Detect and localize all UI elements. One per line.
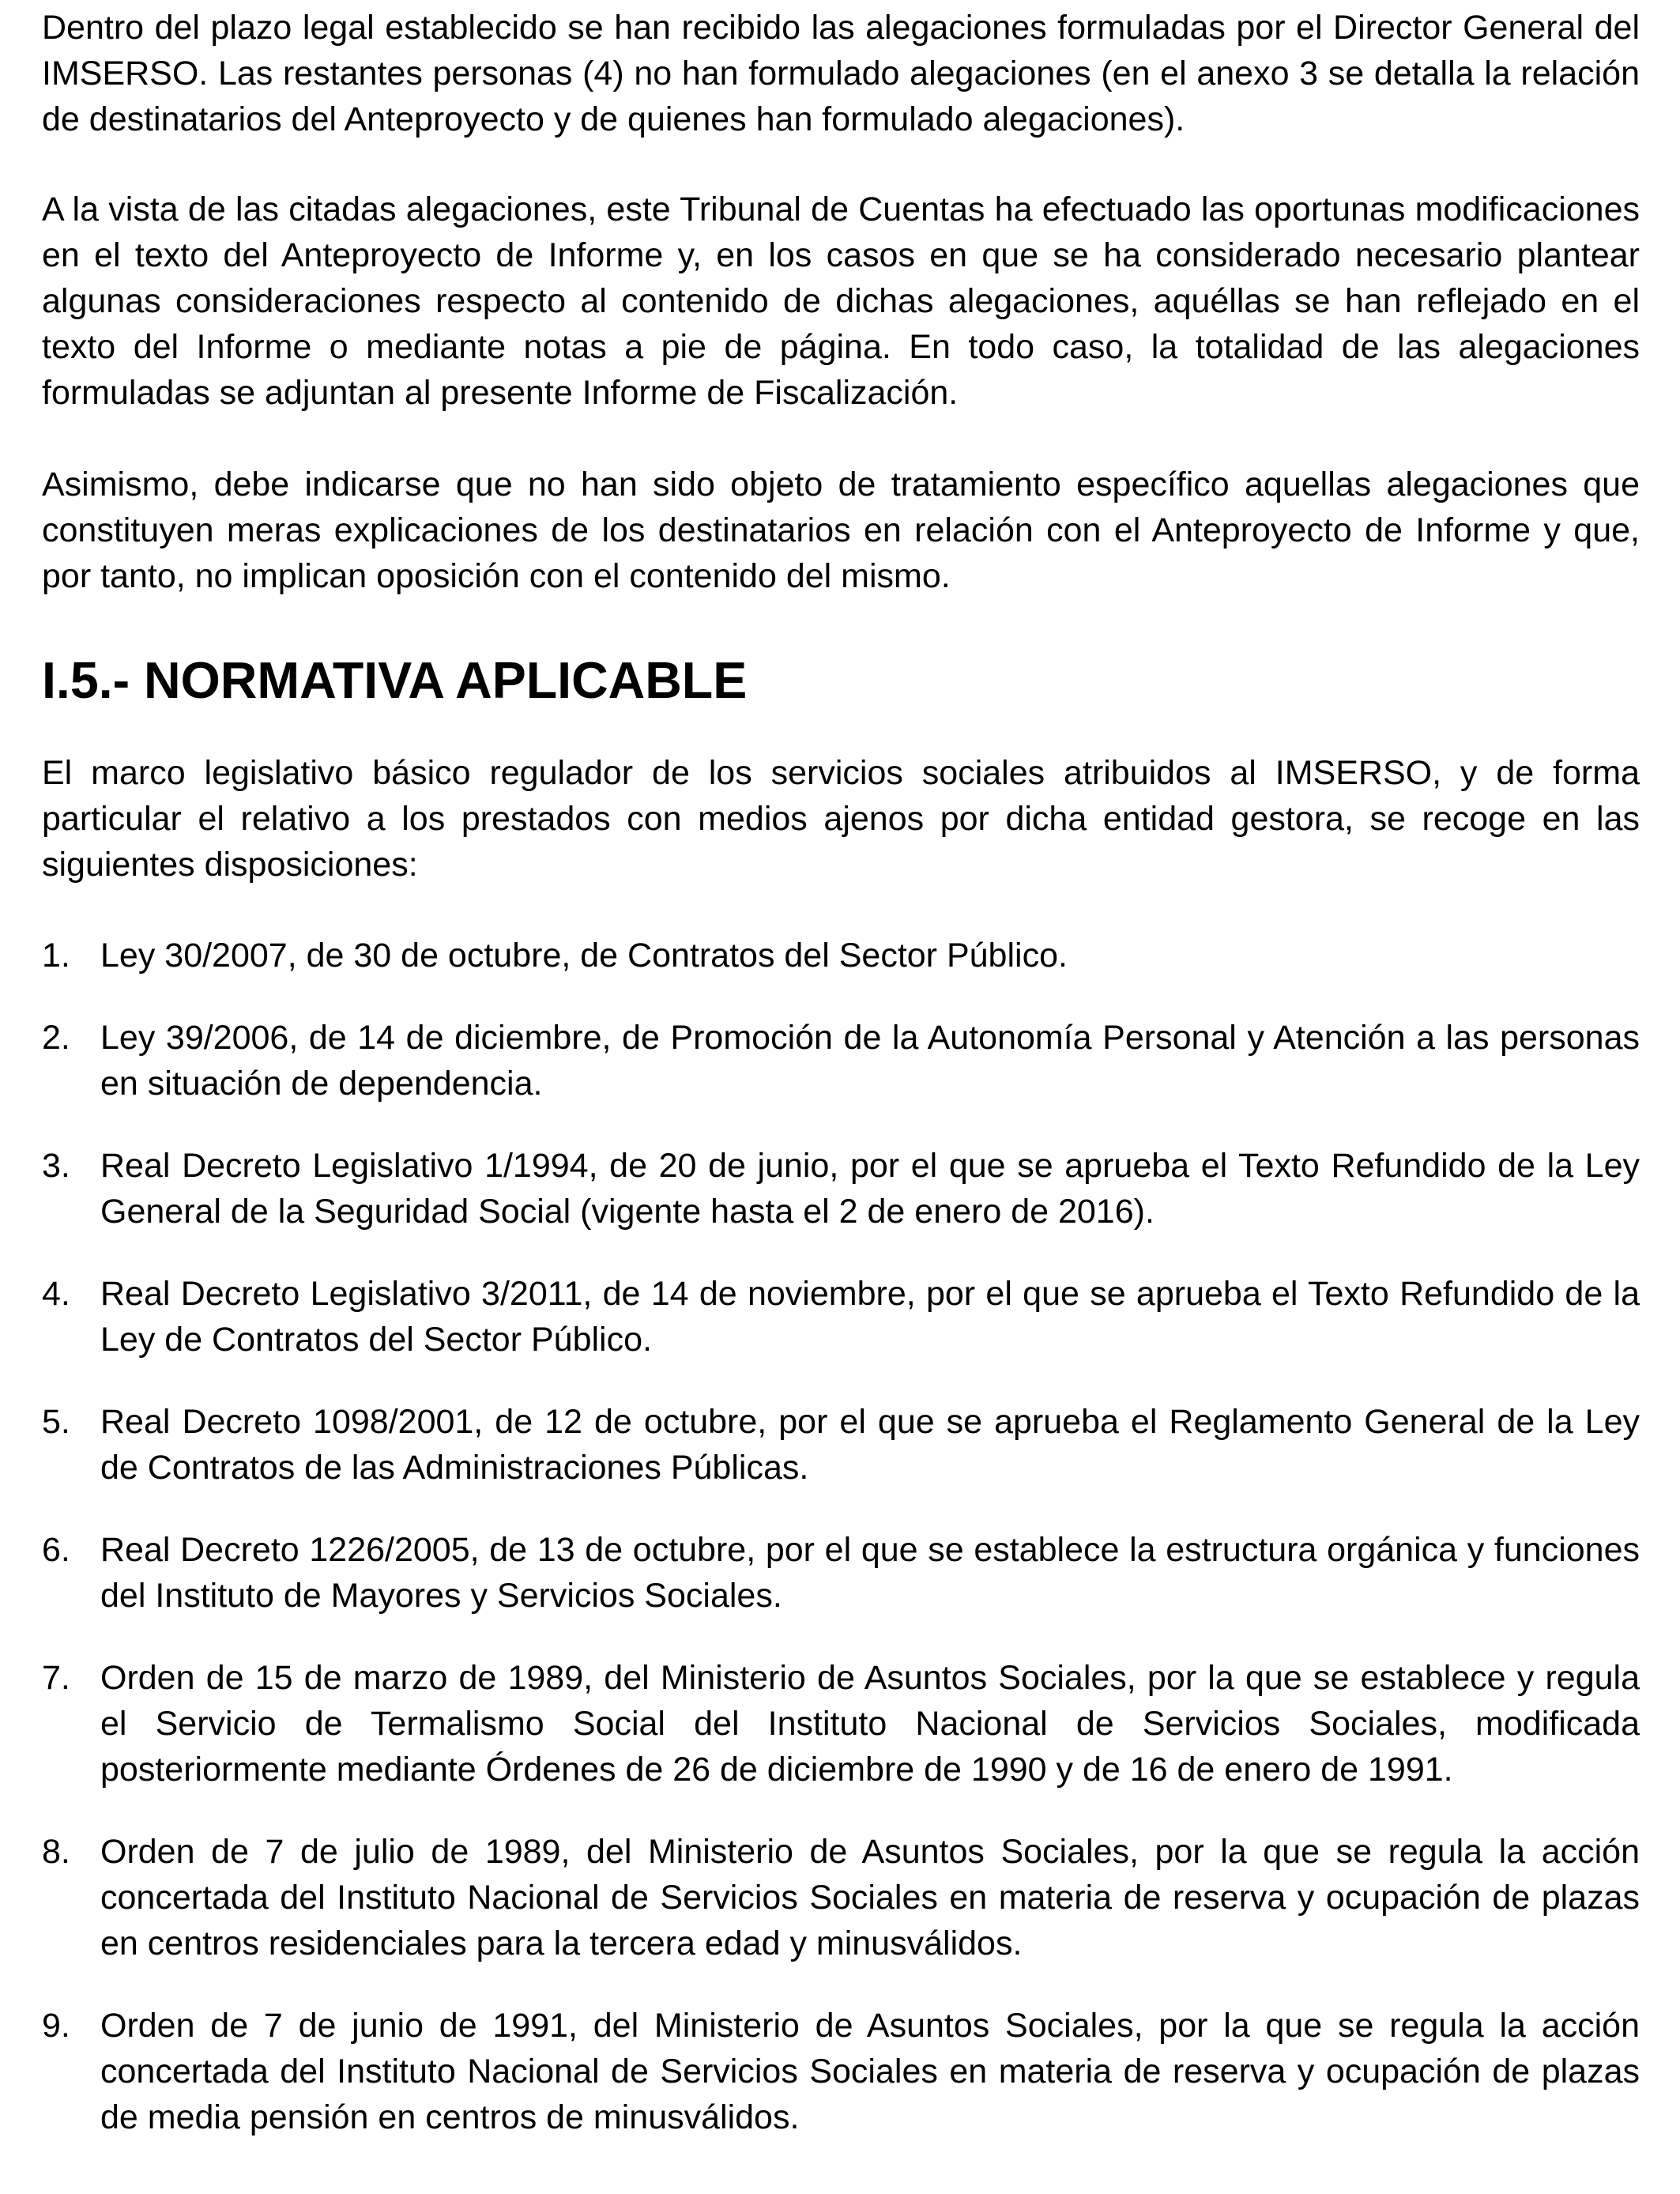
list-item-number: 8. [42,1833,70,1871]
list-item [42,1399,1640,1491]
regulation-list [42,933,1640,2140]
list-item-text: Ley 30/2007, de 30 de octubre, de Contratos del Sector Público. [100,937,1068,974]
list-item-text: Ley 39/2006, de 14 de diciembre, de Promoción de la Autonomía Personal y Atención a las personas en situación de dependencia. [100,1019,1640,1103]
list-item [42,2003,1640,2140]
list-item [42,1143,1640,1235]
list-item-number: 5. [42,1403,70,1441]
list-item-number: 6. [42,1531,70,1569]
list-item [42,1015,1640,1106]
list-item-number: 7. [42,1659,70,1697]
list-item [42,1527,1640,1619]
paragraph-modificaciones: A la vista de las citadas alegaciones, este Tribunal de Cuentas ha efectuado las oportunas modificaciones en el texto del Anteproyecto de Informe y, en los casos en que se ha considerado necesario plantear algunas consideraciones respecto al contenido de dichas alegaciones, aquéllas se han reflejado en el texto del Informe o mediante notas a pie de página. En todo caso, la totalidad de las alegaciones formuladas se adjuntan al presente Informe de Fiscalización. [42,190,1640,412]
list-item-text: Real Decreto Legislativo 3/2011, de 14 de noviembre, por el que se aprueba el Texto Refundido de la Ley de Contratos del Sector Público. [100,1275,1640,1359]
document-page [42,0,1640,2140]
list-item [42,1829,1640,1966]
list-item [42,1655,1640,1793]
list-item [42,1271,1640,1363]
list-item-number: 9. [42,2007,70,2045]
list-item-number: 2. [42,1019,70,1057]
list-item-text: Orden de 7 de julio de 1989, del Ministerio de Asuntos Sociales, por la que se regula la acción concertada del Instituto Nacional de Servicios Sociales en materia de reserva y ocupación de plazas en centros residenciales para la tercera edad y minusválidos. [100,1833,1640,1962]
list-item-text: Real Decreto 1226/2005, de 13 de octubre, por el que se establece la estructura orgánica y funciones del Instituto de Mayores y Servicios Sociales. [100,1531,1640,1615]
section-heading: I.5.- NORMATIVA APLICABLE [42,652,748,709]
paragraph-alegaciones-recibidas: Dentro del plazo legal establecido se han recibido las alegaciones formuladas por el Director General del IMSERSO. Las restantes personas (4) no han formulado alegaciones (en el anexo 3 se detalla la relación de destinatarios del Anteproyecto y de quienes han formulado alegaciones). [42,9,1640,138]
list-item-text: Orden de 15 de marzo de 1989, del Ministerio de Asuntos Sociales, por la que se establece y regula el Servicio de Termalismo Social del Instituto Nacional de Servicios Sociales, modificada posteriormente mediante Órdenes de 26 de diciembre de 1990 y de 16 de enero de 1991. [100,1659,1640,1789]
list-item-number: 3. [42,1147,70,1185]
list-item-number: 1. [42,937,70,974]
section-intro: El marco legislativo básico regulador de los servicios sociales atribuidos al IMSERSO, y de forma particular el relativo a los prestados con medios ajenos por dicha entidad gestora, se recoge en las siguientes disposiciones: [42,754,1640,884]
list-item-number: 4. [42,1275,70,1313]
list-item-text: Real Decreto 1098/2001, de 12 de octubre, por el que se aprueba el Reglamento General de la Ley de Contratos de las Administraciones Públicas. [100,1403,1640,1487]
list-item-text: Real Decreto Legislativo 1/1994, de 20 de junio, por el que se aprueba el Texto Refundido de la Ley General de la Seguridad Social (vigente hasta el 2 de enero de 2016). [100,1147,1640,1231]
paragraph-tratamiento: Asimismo, debe indicarse que no han sido objeto de tratamiento específico aquellas alegaciones que constituyen meras explicaciones de los destinatarios en relación con el Anteproyecto de Informe y que, por tanto, no implican oposición con el contenido del mismo. [42,466,1640,595]
list-item [42,933,1640,978]
list-item-text: Orden de 7 de junio de 1991, del Ministerio de Asuntos Sociales, por la que se regula la acción concertada del Instituto Nacional de Servicios Sociales en materia de reserva y ocupación de plazas de media pensión en centros de minusválidos. [100,2007,1640,2136]
